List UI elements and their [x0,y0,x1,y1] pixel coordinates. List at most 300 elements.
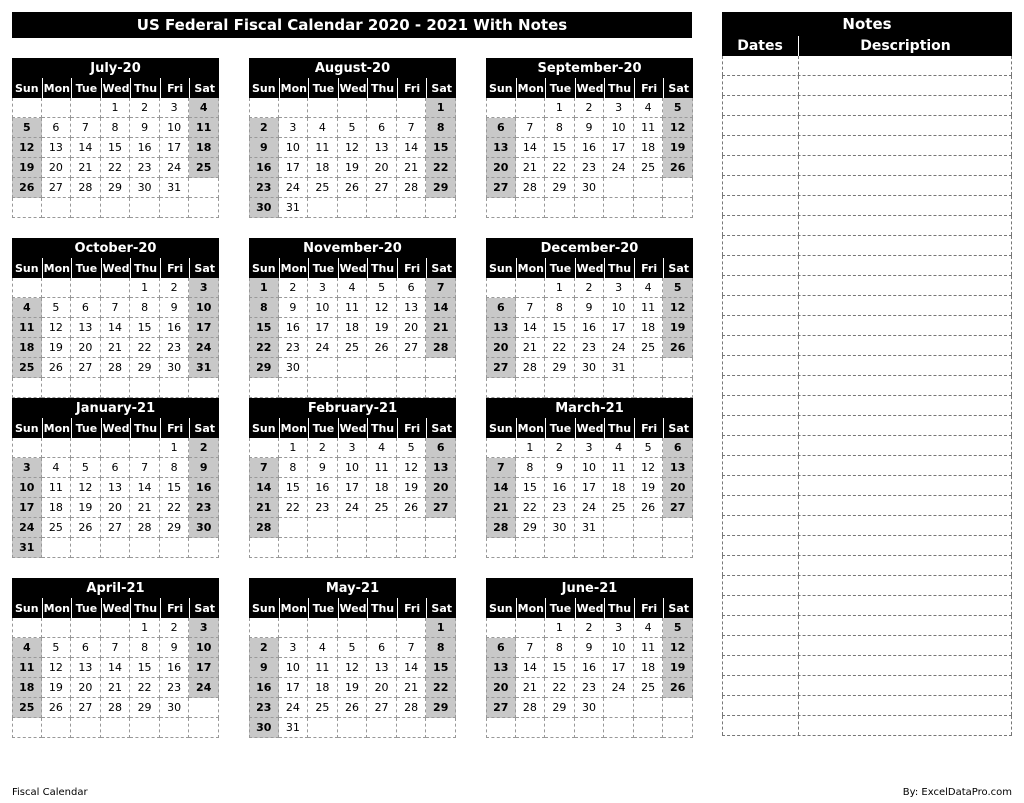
day-cell: 6 [663,438,693,458]
day-cell: 20 [101,498,131,518]
empty-cell [663,378,693,398]
day-cell: 22 [130,338,160,358]
empty-cell [249,98,279,118]
note-date-cell[interactable] [722,356,799,375]
day-cell: 25 [308,698,338,718]
day-cell: 20 [71,678,101,698]
empty-cell [12,618,42,638]
day-cell: 27 [367,698,397,718]
month-title: October-20 [12,238,219,258]
day-cell: 2 [575,278,605,298]
note-row [722,616,1012,636]
day-cell: 28 [426,338,456,358]
note-description-cell[interactable] [799,156,1012,175]
note-date-cell[interactable] [722,576,799,595]
day-cell: 15 [426,658,456,678]
day-cell: 20 [397,318,427,338]
weekday-header: Fri [397,78,427,98]
empty-cell [42,538,72,558]
day-cell: 21 [516,678,546,698]
note-description-cell[interactable] [799,136,1012,155]
note-date-cell[interactable] [722,156,799,175]
day-cell: 30 [130,178,160,198]
weekday-header: Thu [604,418,634,438]
note-date-cell[interactable] [722,556,799,575]
day-cell: 8 [545,298,575,318]
day-cell: 27 [71,358,101,378]
note-row [722,676,1012,696]
note-date-cell[interactable] [722,456,799,475]
empty-cell [634,518,664,538]
weekday-header: Sun [249,258,279,278]
day-cell: 22 [101,158,131,178]
empty-cell [516,98,546,118]
weekday-header: Thu [130,78,160,98]
month-title: July-20 [12,58,219,78]
empty-cell [12,278,42,298]
weekday-header: Mon [42,258,72,278]
weekday-header: Mon [516,418,546,438]
empty-cell [604,698,634,718]
note-description-cell[interactable] [799,276,1012,295]
weekday-header: Wed [575,418,605,438]
note-description-cell[interactable] [799,516,1012,535]
day-cell: 29 [426,178,456,198]
month-calendar [249,398,456,558]
day-cell: 4 [308,118,338,138]
day-cell: 7 [426,278,456,298]
day-cell: 4 [634,98,664,118]
day-cell: 11 [338,298,368,318]
empty-cell [486,618,516,638]
note-description-cell[interactable] [799,236,1012,255]
empty-cell [516,538,546,558]
day-cell: 24 [279,698,309,718]
empty-cell [575,718,605,738]
day-cell: 1 [279,438,309,458]
empty-cell [367,518,397,538]
note-date-cell[interactable] [722,636,799,655]
day-cell: 8 [426,638,456,658]
weekday-header: Wed [101,598,131,618]
day-cell: 3 [575,438,605,458]
note-description-cell[interactable] [799,536,1012,555]
note-date-cell[interactable] [722,416,799,435]
note-row [722,116,1012,136]
day-cell: 28 [101,358,131,378]
empty-cell [604,518,634,538]
empty-cell [308,518,338,538]
note-date-cell[interactable] [722,136,799,155]
day-cell: 17 [279,678,309,698]
day-cell: 5 [42,638,72,658]
note-date-cell[interactable] [722,476,799,495]
day-cell: 25 [604,498,634,518]
day-cell: 30 [575,698,605,718]
empty-cell [189,538,219,558]
day-cell: 14 [397,138,427,158]
day-cell: 31 [12,538,42,558]
day-cell: 23 [308,498,338,518]
day-cell: 22 [545,678,575,698]
note-description-cell[interactable] [799,716,1012,735]
note-description-cell[interactable] [799,556,1012,575]
day-cell: 21 [101,338,131,358]
day-cell: 15 [130,658,160,678]
day-cell: 15 [516,478,546,498]
day-cell: 23 [189,498,219,518]
empty-cell [426,198,456,218]
day-cell: 9 [279,298,309,318]
note-date-cell[interactable] [722,116,799,135]
day-cell: 20 [486,678,516,698]
day-cell: 3 [604,98,634,118]
note-date-cell[interactable] [722,76,799,95]
note-date-cell[interactable] [722,196,799,215]
note-date-cell[interactable] [722,496,799,515]
day-cell: 18 [12,678,42,698]
empty-cell [308,618,338,638]
empty-cell [545,538,575,558]
note-description-cell[interactable] [799,196,1012,215]
note-date-cell[interactable] [722,336,799,355]
day-cell: 4 [42,458,72,478]
note-date-cell[interactable] [722,56,799,75]
note-row [722,256,1012,276]
day-cell: 27 [426,498,456,518]
empty-cell [663,358,693,378]
note-date-cell[interactable] [722,96,799,115]
empty-cell [367,98,397,118]
day-cell: 25 [12,358,42,378]
empty-cell [397,538,427,558]
empty-cell [486,278,516,298]
day-cell: 29 [130,698,160,718]
day-cell: 7 [516,298,546,318]
weekday-header: Thu [130,598,160,618]
weekday-header: Fri [634,258,664,278]
note-date-cell[interactable] [722,176,799,195]
note-description-cell[interactable] [799,656,1012,675]
day-cell: 12 [663,298,693,318]
day-cell: 13 [367,658,397,678]
empty-cell [367,198,397,218]
day-cell: 18 [12,338,42,358]
note-row [722,496,1012,516]
day-cell: 4 [367,438,397,458]
note-row [722,356,1012,376]
empty-cell [160,538,190,558]
note-date-cell[interactable] [722,376,799,395]
day-cell: 27 [101,518,131,538]
empty-cell [367,358,397,378]
note-description-cell[interactable] [799,576,1012,595]
empty-cell [130,198,160,218]
empty-cell [426,718,456,738]
weekday-header: Wed [575,598,605,618]
day-cell: 14 [101,318,131,338]
note-description-cell[interactable] [799,336,1012,355]
day-cell: 10 [160,118,190,138]
note-row [722,636,1012,656]
day-cell: 8 [545,118,575,138]
day-cell: 26 [663,158,693,178]
day-cell: 23 [249,178,279,198]
day-cell: 27 [486,698,516,718]
weekday-header: Mon [42,418,72,438]
day-cell: 12 [338,138,368,158]
note-row [722,456,1012,476]
note-date-cell[interactable] [722,296,799,315]
weekday-header: Fri [634,78,664,98]
empty-cell [279,518,309,538]
day-cell: 29 [249,358,279,378]
day-cell: 24 [604,678,634,698]
day-cell: 20 [486,338,516,358]
day-cell: 10 [279,658,309,678]
month-title: September-20 [486,58,693,78]
day-cell: 28 [397,178,427,198]
empty-cell [634,718,664,738]
weekday-header: Fri [160,598,190,618]
day-cell: 19 [42,338,72,358]
day-cell: 23 [279,338,309,358]
note-description-cell[interactable] [799,96,1012,115]
note-date-cell[interactable] [722,436,799,455]
weekday-header: Tue [71,78,101,98]
note-row [722,416,1012,436]
day-cell: 26 [338,698,368,718]
note-description-cell[interactable] [799,696,1012,715]
note-description-cell[interactable] [799,356,1012,375]
day-cell: 18 [634,318,664,338]
month-title: August-20 [249,58,456,78]
day-cell: 18 [634,658,664,678]
note-description-cell[interactable] [799,456,1012,475]
empty-cell [604,198,634,218]
note-row [722,196,1012,216]
day-cell: 29 [545,358,575,378]
weekday-header: Sat [189,418,219,438]
note-row [722,556,1012,576]
note-date-cell[interactable] [722,696,799,715]
day-cell: 2 [545,438,575,458]
day-cell: 15 [160,478,190,498]
day-cell: 6 [426,438,456,458]
day-cell: 26 [663,338,693,358]
day-cell: 26 [12,178,42,198]
note-date-cell[interactable] [722,616,799,635]
weekday-header: Sat [426,418,456,438]
day-cell: 12 [42,658,72,678]
empty-cell [338,198,368,218]
day-cell: 6 [71,638,101,658]
day-cell: 17 [160,138,190,158]
notes-column-headers [722,36,1012,56]
note-description-cell[interactable] [799,496,1012,515]
day-cell: 6 [71,298,101,318]
note-description-cell[interactable] [799,216,1012,235]
weekday-header: Sat [189,598,219,618]
day-cell: 5 [397,438,427,458]
empty-cell [42,278,72,298]
note-date-cell[interactable] [722,536,799,555]
weekday-header: Wed [101,418,131,438]
note-date-cell[interactable] [722,216,799,235]
day-cell: 31 [279,718,309,738]
weekday-header: Thu [604,598,634,618]
day-cell: 30 [189,518,219,538]
note-date-cell[interactable] [722,716,799,735]
weekday-header: Sat [189,258,219,278]
day-cell: 30 [279,358,309,378]
empty-cell [397,718,427,738]
day-cell: 20 [367,158,397,178]
footer-label: Fiscal Calendar [12,787,88,798]
note-date-cell[interactable] [722,276,799,295]
day-cell: 11 [308,138,338,158]
day-cell: 24 [189,678,219,698]
day-cell: 25 [12,698,42,718]
note-description-cell[interactable] [799,56,1012,75]
empty-cell [101,378,131,398]
day-cell: 9 [575,118,605,138]
day-cell: 7 [397,118,427,138]
day-cell: 30 [160,358,190,378]
day-cell: 26 [367,338,397,358]
weekday-header: Fri [397,418,427,438]
note-date-cell[interactable] [722,316,799,335]
day-cell: 31 [575,518,605,538]
day-cell: 1 [426,618,456,638]
day-cell: 21 [486,498,516,518]
note-description-cell[interactable] [799,416,1012,435]
day-cell: 17 [604,138,634,158]
note-description-cell[interactable] [799,176,1012,195]
day-cell: 22 [160,498,190,518]
day-cell: 1 [130,278,160,298]
day-cell: 23 [545,498,575,518]
weekday-header: Sun [486,418,516,438]
empty-cell [279,538,309,558]
day-cell: 11 [367,458,397,478]
day-cell: 20 [42,158,72,178]
day-cell: 26 [663,678,693,698]
day-cell: 2 [160,278,190,298]
day-cell: 19 [71,498,101,518]
note-description-cell[interactable] [799,636,1012,655]
note-date-cell[interactable] [722,236,799,255]
note-row [722,696,1012,716]
note-description-cell[interactable] [799,476,1012,495]
empty-cell [101,198,131,218]
note-description-cell[interactable] [799,436,1012,455]
day-cell: 5 [338,118,368,138]
empty-cell [101,538,131,558]
day-cell: 4 [308,638,338,658]
empty-cell [101,618,131,638]
note-date-cell[interactable] [722,256,799,275]
day-cell: 22 [426,678,456,698]
day-cell: 2 [249,638,279,658]
note-row [722,476,1012,496]
notes-rows [722,56,1012,736]
note-description-cell[interactable] [799,116,1012,135]
weekday-header: Thu [367,258,397,278]
note-description-cell[interactable] [799,76,1012,95]
month-title: February-21 [249,398,456,418]
day-cell: 28 [516,358,546,378]
note-description-cell[interactable] [799,396,1012,415]
note-date-cell[interactable] [722,396,799,415]
day-cell: 1 [545,278,575,298]
day-cell: 6 [101,458,131,478]
day-cell: 14 [486,478,516,498]
note-description-cell[interactable] [799,316,1012,335]
month-calendar [486,238,693,398]
note-date-cell[interactable] [722,516,799,535]
empty-cell [71,618,101,638]
weekday-header: Sun [12,418,42,438]
day-cell: 2 [249,118,279,138]
day-cell: 11 [634,298,664,318]
day-cell: 26 [42,358,72,378]
empty-cell [338,378,368,398]
day-cell: 8 [279,458,309,478]
month-calendar [12,398,219,558]
note-description-cell[interactable] [799,616,1012,635]
day-cell: 5 [71,458,101,478]
empty-cell [426,358,456,378]
day-cell: 21 [516,338,546,358]
empty-cell [486,98,516,118]
day-cell: 10 [308,298,338,318]
weekday-header: Sat [663,598,693,618]
day-cell: 8 [516,458,546,478]
day-cell: 10 [189,638,219,658]
day-cell: 22 [426,158,456,178]
day-cell: 31 [189,358,219,378]
empty-cell [516,718,546,738]
day-cell: 16 [575,318,605,338]
note-date-cell[interactable] [722,656,799,675]
note-date-cell[interactable] [722,676,799,695]
note-description-cell[interactable] [799,596,1012,615]
day-cell: 26 [338,178,368,198]
weekday-header: Wed [575,258,605,278]
day-cell: 24 [604,158,634,178]
note-description-cell[interactable] [799,296,1012,315]
note-row [722,316,1012,336]
day-cell: 19 [12,158,42,178]
note-description-cell[interactable] [799,676,1012,695]
weekday-header: Sun [12,598,42,618]
note-description-cell[interactable] [799,256,1012,275]
note-description-cell[interactable] [799,376,1012,395]
day-cell: 4 [338,278,368,298]
note-row [722,236,1012,256]
day-cell: 20 [486,158,516,178]
day-cell: 24 [189,338,219,358]
day-cell: 16 [130,138,160,158]
empty-cell [634,358,664,378]
weekday-header: Fri [160,418,190,438]
day-cell: 20 [367,678,397,698]
day-cell: 17 [575,478,605,498]
empty-cell [486,198,516,218]
day-cell: 1 [101,98,131,118]
note-date-cell[interactable] [722,596,799,615]
